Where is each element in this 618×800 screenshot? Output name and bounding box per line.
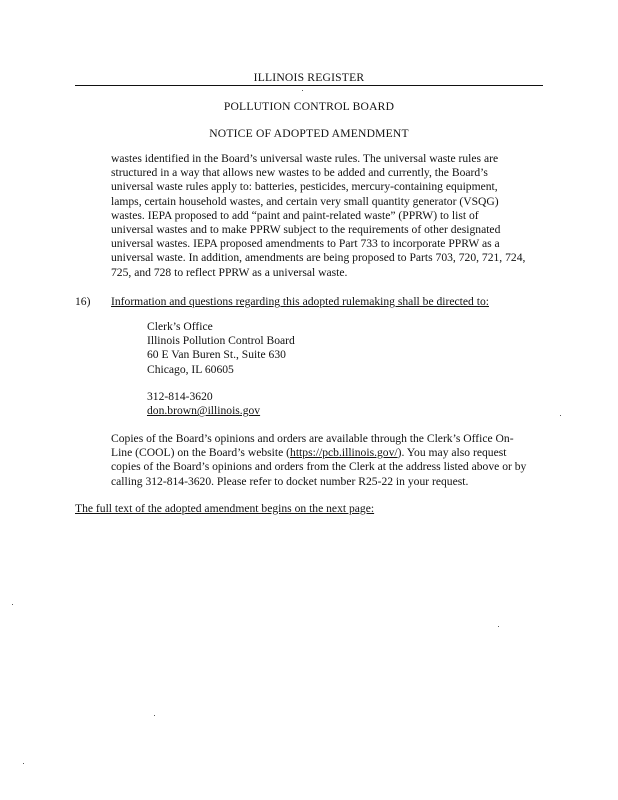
mailing-address [147, 320, 295, 377]
header-divider [75, 85, 543, 86]
intro-line: universal waste rules apply to: batteries, pesticides, mercury-containing equipment, [111, 180, 498, 194]
copies-text: Line (COOL) on the Board’s website ( [111, 446, 291, 460]
intro-line: universal wastes. IEPA proposed amendments to Part 733 to incorporate PPRW as a [111, 237, 500, 251]
intro-line: structured in a way that allows new wastes to be added and currently, the Board’s [111, 166, 488, 180]
phone-number: 312-814-3620 [147, 390, 213, 403]
intro-line: universal wastes and to make PPRW subject to the requirements of other designated [111, 223, 501, 237]
register-title: ILLINOIS REGISTER [253, 71, 365, 84]
copies-line: copies of the Board’s opinions and orders from the Clerk at the address listed above or by [111, 460, 527, 474]
intro-line: wastes identified in the Board’s universal waste rules. The universal waste rules are [111, 152, 499, 165]
closing-statement: The full text of the adopted amendment begins on the next page: [75, 502, 375, 515]
scan-speck [12, 604, 13, 605]
board-name: POLLUTION CONTROL BOARD [223, 100, 395, 113]
scan-speck [560, 415, 561, 416]
intro-line: lamps, certain household wastes, and certain very small quantity generator (VSQG) [111, 194, 499, 208]
scan-speck [23, 763, 24, 764]
intro-line: 725, and 728 to reflect PPRW as a universal waste. [111, 265, 348, 279]
website-link[interactable]: https://pcb.illinois.gov/ [290, 446, 398, 460]
scan-speck [498, 626, 499, 627]
item-number: 16) [75, 295, 91, 308]
notice-title: NOTICE OF ADOPTED AMENDMENT [209, 127, 409, 140]
scan-speck [154, 715, 155, 716]
intro-line: universal waste. In addition, amendments are being proposed to Parts 703, 720, 721, 724, [111, 251, 526, 265]
intro-line: wastes. IEPA proposed to add “paint and paint-related waste” (PPRW) to list of [111, 208, 479, 222]
address-line: Chicago, IL 60605 [147, 362, 234, 376]
address-line: Clerk’s Office [147, 320, 213, 333]
copies-line [111, 446, 536, 460]
copies-text: ). You may also request [397, 446, 507, 460]
copies-line: Copies of the Board’s opinions and orders are available through the Clerk’s Office On- [111, 432, 514, 445]
scan-speck [302, 90, 303, 91]
email-link[interactable]: don.brown@illinois.gov [147, 404, 261, 418]
item-heading: Information and questions regarding this adopted rulemaking shall be directed to: [111, 295, 489, 308]
copies-line: calling 312-814-3620. Please refer to docket number R25-22 in your request. [111, 474, 469, 488]
address-line: 60 E Van Buren St., Suite 630 [147, 348, 286, 362]
copies-paragraph [111, 432, 536, 489]
address-line: Illinois Pollution Control Board [147, 334, 295, 348]
intro-paragraph [111, 152, 536, 280]
contact-info [147, 390, 260, 418]
